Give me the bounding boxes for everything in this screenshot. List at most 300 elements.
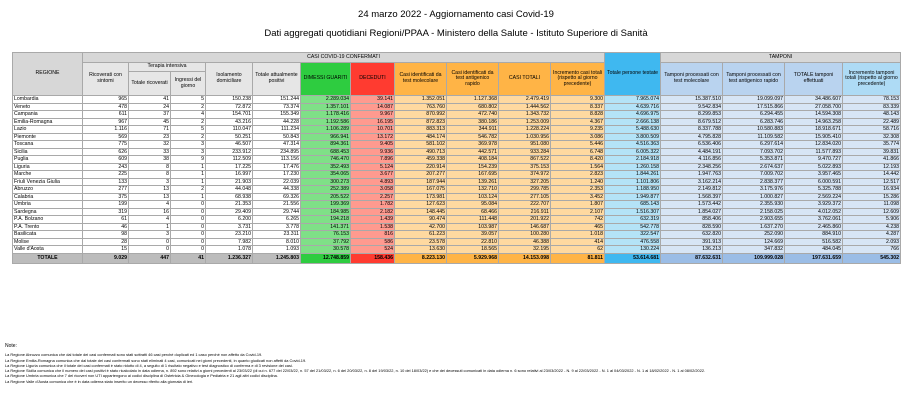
value-cell: 2.838.377 bbox=[723, 178, 785, 186]
region-name-cell: Sardegna bbox=[13, 208, 83, 216]
value-cell: 1.352.051 bbox=[395, 96, 447, 104]
value-cell: 15.387.510 bbox=[661, 96, 723, 104]
value-cell: 545.302 bbox=[843, 253, 901, 263]
value-cell: 1 bbox=[171, 193, 206, 201]
value-cell: 1 bbox=[129, 223, 171, 231]
value-cell: 37 bbox=[129, 111, 171, 119]
table-row bbox=[13, 111, 901, 119]
value-cell: 2.674.637 bbox=[723, 163, 785, 171]
value-cell: 2.182 bbox=[351, 208, 395, 216]
value-cell: 13 bbox=[129, 193, 171, 201]
value-cell: 68.938 bbox=[206, 193, 253, 201]
value-cell: 352.493 bbox=[301, 163, 351, 171]
value-cell: 7.965.074 bbox=[605, 96, 661, 104]
value-cell: 1.260.158 bbox=[605, 163, 661, 171]
value-cell: 6.000.591 bbox=[785, 178, 843, 186]
value-cell: 9.967 bbox=[351, 111, 395, 119]
value-cell: 19.099.097 bbox=[723, 96, 785, 104]
value-cell: 1.357.101 bbox=[301, 103, 351, 111]
value-cell: 216.911 bbox=[499, 208, 551, 216]
table-row bbox=[13, 231, 901, 239]
value-cell: 17.476 bbox=[253, 163, 301, 171]
value-cell: 41 bbox=[171, 253, 206, 263]
value-cell: 524 bbox=[351, 246, 395, 254]
value-cell: 0 bbox=[129, 246, 171, 254]
value-cell: 32 bbox=[129, 141, 171, 149]
header-ti-ingressi: Ingressi del giorno bbox=[171, 72, 206, 96]
value-cell: 1.807 bbox=[551, 201, 605, 209]
header-casi-molecolare: Casi identificati da test molecolare bbox=[395, 63, 447, 96]
value-cell: 3.800.509 bbox=[605, 133, 661, 141]
region-name-cell: Abruzzo bbox=[13, 186, 83, 194]
note-line: La Regione Abruzzo comunica che dal totale dei casi confermati sono stati sottratti 46 casi perché duplicati ed 1 caso perché non affetto da Covid-19. bbox=[5, 352, 263, 358]
value-cell: 7.982 bbox=[206, 238, 253, 246]
value-cell: 12.517 bbox=[843, 178, 901, 186]
region-name-cell: Lazio bbox=[13, 126, 83, 134]
value-cell: 3.162.214 bbox=[661, 178, 723, 186]
value-cell: 50.843 bbox=[253, 133, 301, 141]
region-name-cell: Piemonte bbox=[13, 133, 83, 141]
value-cell: 111.234 bbox=[253, 126, 301, 134]
value-cell: 155.349 bbox=[253, 111, 301, 119]
value-cell: 2 bbox=[171, 186, 206, 194]
value-cell: 1.188.950 bbox=[605, 186, 661, 194]
value-cell: 626 bbox=[83, 148, 129, 156]
value-cell: 1.516.307 bbox=[605, 208, 661, 216]
value-cell: 347.832 bbox=[723, 246, 785, 254]
value-cell: 151.244 bbox=[253, 96, 301, 104]
value-cell: 48.143 bbox=[843, 111, 901, 119]
value-cell: 2.184.918 bbox=[605, 156, 661, 164]
value-cell: 4 bbox=[171, 111, 206, 119]
value-cell: 484.174 bbox=[395, 133, 447, 141]
header-incremento-tamponi: Incremento tamponi totali (rispetto al giorno precedente) bbox=[843, 63, 901, 96]
table-row bbox=[13, 201, 901, 209]
value-cell: 21.903 bbox=[206, 178, 253, 186]
value-cell: 380.186 bbox=[447, 118, 499, 126]
value-cell: 111.448 bbox=[447, 216, 499, 224]
value-cell: 1.538 bbox=[351, 223, 395, 231]
value-cell: 17.225 bbox=[206, 163, 253, 171]
value-cell: 22.489 bbox=[843, 118, 901, 126]
value-cell: 109.999.028 bbox=[723, 253, 785, 263]
value-cell: 112.509 bbox=[206, 156, 253, 164]
value-cell: 6.200 bbox=[206, 216, 253, 224]
region-name-cell: Puglia bbox=[13, 156, 83, 164]
value-cell: 1.343.732 bbox=[499, 111, 551, 119]
value-cell: 1.253.009 bbox=[499, 118, 551, 126]
value-cell: 327.205 bbox=[499, 178, 551, 186]
value-cell: 6.297.614 bbox=[723, 141, 785, 149]
value-cell: 476.558 bbox=[605, 238, 661, 246]
table-row bbox=[13, 171, 901, 179]
region-name-cell: Valle d'Aosta bbox=[13, 246, 83, 254]
value-cell: 199 bbox=[83, 201, 129, 209]
region-name-cell: Marche bbox=[13, 171, 83, 179]
note-line: La Regione Emilia-Romagna comunica che dal totale dei casi confermati sono stati eliminati 4 casi, comunicati nei giorni precedenti, in quanto giudicati non affetti da Covid-19. bbox=[5, 357, 307, 363]
covid-data-table bbox=[12, 52, 901, 264]
table-row bbox=[13, 133, 901, 141]
value-cell: 1 bbox=[171, 163, 206, 171]
value-cell: 83.339 bbox=[843, 103, 901, 111]
value-cell: 90.474 bbox=[395, 216, 447, 224]
value-cell: 775 bbox=[83, 141, 129, 149]
header-dimessi: DIMESSI GUARITI bbox=[301, 63, 351, 96]
value-cell: 199.369 bbox=[301, 201, 351, 209]
value-cell: 18.565 bbox=[447, 246, 499, 254]
value-cell: 4.696.975 bbox=[605, 111, 661, 119]
value-cell: 9.470.727 bbox=[785, 156, 843, 164]
value-cell: 103.124 bbox=[447, 193, 499, 201]
value-cell: 5.906 bbox=[843, 216, 901, 224]
value-cell: 542.778 bbox=[605, 223, 661, 231]
region-name-cell: Liguria bbox=[13, 163, 83, 171]
value-cell: 130.224 bbox=[605, 246, 661, 254]
value-cell: 5.325.788 bbox=[785, 186, 843, 194]
value-cell: 8.420 bbox=[551, 156, 605, 164]
value-cell: 136.213 bbox=[661, 246, 723, 254]
header-persone-testate: Totale persone testate bbox=[605, 53, 661, 96]
value-cell: 58.716 bbox=[843, 126, 901, 134]
value-cell: 42.700 bbox=[395, 223, 447, 231]
region-name-cell: Molise bbox=[13, 238, 83, 246]
value-cell: 3.175.976 bbox=[723, 186, 785, 194]
value-cell: 8.223.130 bbox=[395, 253, 447, 263]
value-cell: 27.058.700 bbox=[785, 103, 843, 111]
value-cell: 9.936 bbox=[351, 148, 395, 156]
value-cell: 490.713 bbox=[395, 148, 447, 156]
value-cell: 459.338 bbox=[395, 156, 447, 164]
value-cell: 15 bbox=[83, 246, 129, 254]
value-cell: 369.978 bbox=[447, 141, 499, 149]
value-cell: 11.098 bbox=[843, 201, 901, 209]
value-cell: 1.178.416 bbox=[301, 111, 351, 119]
value-cell: 965 bbox=[83, 96, 129, 104]
value-cell: 44.228 bbox=[253, 118, 301, 126]
region-name-cell: Sicilia bbox=[13, 148, 83, 156]
value-cell: 234.895 bbox=[253, 148, 301, 156]
value-cell: 322.547 bbox=[605, 231, 661, 239]
value-cell: 14.442 bbox=[843, 171, 901, 179]
value-cell: 1.573.442 bbox=[661, 201, 723, 209]
value-cell: 884.910 bbox=[785, 231, 843, 239]
value-cell: 21.353 bbox=[206, 201, 253, 209]
value-cell: 300.273 bbox=[301, 178, 351, 186]
region-name-cell: Veneto bbox=[13, 103, 83, 111]
value-cell: 72.872 bbox=[206, 103, 253, 111]
header-ti-totale: Totale ricoverati bbox=[129, 72, 171, 96]
value-cell: 2.257 bbox=[351, 193, 395, 201]
table-row bbox=[13, 178, 901, 186]
value-cell: 14.087 bbox=[351, 103, 395, 111]
region-name-cell: Umbria bbox=[13, 201, 83, 209]
value-cell: 8.010 bbox=[253, 238, 301, 246]
value-cell: 11.577.893 bbox=[785, 148, 843, 156]
value-cell: 2 bbox=[171, 133, 206, 141]
value-cell: 9.300 bbox=[551, 96, 605, 104]
value-cell: 2.348.256 bbox=[661, 163, 723, 171]
value-cell: 0 bbox=[171, 238, 206, 246]
value-cell: 3 bbox=[171, 148, 206, 156]
table-row bbox=[13, 156, 901, 164]
value-cell: 685.143 bbox=[605, 201, 661, 209]
region-name-cell: P.A. Trento bbox=[13, 223, 83, 231]
value-cell: 35.774 bbox=[843, 141, 901, 149]
value-cell: 37.792 bbox=[301, 238, 351, 246]
region-name-cell: Friuli Venezia Giulia bbox=[13, 178, 83, 186]
region-name-cell: Toscana bbox=[13, 141, 83, 149]
value-cell: 1.106.289 bbox=[301, 126, 351, 134]
value-cell: 46 bbox=[83, 223, 129, 231]
value-cell: 4.516.363 bbox=[605, 141, 661, 149]
value-cell: 13.172 bbox=[351, 133, 395, 141]
value-cell: 12.609 bbox=[843, 208, 901, 216]
value-cell: 5.929.968 bbox=[447, 253, 499, 263]
value-cell: 14.594.308 bbox=[785, 111, 843, 119]
value-cell: 2.107 bbox=[551, 208, 605, 216]
value-cell: 2.289.034 bbox=[301, 96, 351, 104]
value-cell: 3.452 bbox=[551, 193, 605, 201]
value-cell: 4.484.191 bbox=[661, 148, 723, 156]
value-cell: 2.353 bbox=[551, 186, 605, 194]
region-name-cell: Lombardia bbox=[13, 96, 83, 104]
value-cell: 201.922 bbox=[499, 216, 551, 224]
value-cell: 22.039 bbox=[253, 178, 301, 186]
value-cell: 883.313 bbox=[395, 126, 447, 134]
value-cell: 0 bbox=[171, 223, 206, 231]
header-positivi: Totale attualmente positivi bbox=[253, 63, 301, 96]
table-total-row bbox=[13, 253, 901, 263]
value-cell: 894.361 bbox=[301, 141, 351, 149]
value-cell: 110.047 bbox=[206, 126, 253, 134]
value-cell: 6.005.322 bbox=[605, 148, 661, 156]
value-cell: 46.388 bbox=[499, 238, 551, 246]
value-cell: 23 bbox=[129, 133, 171, 141]
region-name-cell: P.A. Bolzano bbox=[13, 216, 83, 224]
value-cell: 32.195 bbox=[499, 246, 551, 254]
value-cell: 154.701 bbox=[206, 111, 253, 119]
value-cell: 3 bbox=[129, 178, 171, 186]
value-cell: 8.337 bbox=[551, 103, 605, 111]
value-cell: 1.439 bbox=[351, 216, 395, 224]
value-cell: 1.949.877 bbox=[605, 193, 661, 201]
value-cell: 472.740 bbox=[447, 111, 499, 119]
value-cell: 951.080 bbox=[499, 141, 551, 149]
value-cell: 484.045 bbox=[785, 246, 843, 254]
value-cell: 141.371 bbox=[301, 223, 351, 231]
value-cell: 124.669 bbox=[723, 238, 785, 246]
region-name-cell: Campania bbox=[13, 111, 83, 119]
value-cell: 16.997 bbox=[206, 171, 253, 179]
value-cell: 3 bbox=[171, 141, 206, 149]
value-cell: 13.630 bbox=[395, 246, 447, 254]
value-cell: 34.486.607 bbox=[785, 96, 843, 104]
value-cell: 2.355.930 bbox=[723, 201, 785, 209]
value-cell: 391.913 bbox=[661, 238, 723, 246]
value-cell: 414 bbox=[551, 238, 605, 246]
value-cell: 252.389 bbox=[301, 186, 351, 194]
value-cell: 73.374 bbox=[253, 103, 301, 111]
value-cell: 98 bbox=[83, 231, 129, 239]
value-cell: 3.929.372 bbox=[785, 201, 843, 209]
value-cell: 32.308 bbox=[843, 133, 901, 141]
value-cell: 4 bbox=[129, 216, 171, 224]
value-cell: 222.707 bbox=[499, 201, 551, 209]
value-cell: 150.238 bbox=[206, 96, 253, 104]
value-cell: 23.311 bbox=[253, 231, 301, 239]
table-body bbox=[13, 96, 901, 264]
value-cell: 9.029 bbox=[83, 253, 129, 263]
value-cell: 62 bbox=[551, 246, 605, 254]
value-cell: 8 bbox=[129, 171, 171, 179]
value-cell: 8.299.853 bbox=[661, 111, 723, 119]
value-cell: 1.240 bbox=[551, 178, 605, 186]
value-cell: 14.963.258 bbox=[785, 118, 843, 126]
value-cell: 173.981 bbox=[395, 193, 447, 201]
value-cell: 828.590 bbox=[661, 223, 723, 231]
value-cell: 5.124 bbox=[351, 163, 395, 171]
table-row bbox=[13, 163, 901, 171]
value-cell: 39.141 bbox=[351, 96, 395, 104]
value-cell: 5.353.871 bbox=[723, 156, 785, 164]
value-cell: 4 bbox=[129, 201, 171, 209]
value-cell: 1.228.224 bbox=[499, 126, 551, 134]
notes-title: Note: bbox=[5, 343, 17, 349]
value-cell: 4.893 bbox=[351, 178, 395, 186]
value-cell: 4.795.828 bbox=[661, 133, 723, 141]
region-name-cell: TOTALE bbox=[13, 253, 83, 263]
page-title: 24 marzo 2022 - Aggiornamento casi Covid-19 bbox=[358, 9, 554, 20]
value-cell: 22.810 bbox=[447, 238, 499, 246]
header-regione: REGIONE bbox=[13, 53, 83, 96]
value-cell: 344.911 bbox=[447, 126, 499, 134]
value-cell: 39.831 bbox=[843, 148, 901, 156]
value-cell: 6.748 bbox=[551, 148, 605, 156]
value-cell: 609 bbox=[83, 156, 129, 164]
value-cell: 4.367 bbox=[551, 118, 605, 126]
value-cell: 146.687 bbox=[499, 223, 551, 231]
table-row bbox=[13, 223, 901, 231]
value-cell: 1.078 bbox=[206, 246, 253, 254]
value-cell: 24 bbox=[129, 103, 171, 111]
table-row bbox=[13, 208, 901, 216]
value-cell: 12.834.020 bbox=[785, 141, 843, 149]
header-tamp-molecolare: Tamponi processati con test molecolare bbox=[661, 63, 723, 96]
value-cell: 9.405 bbox=[351, 141, 395, 149]
value-cell: 133 bbox=[83, 178, 129, 186]
value-cell: 29.409 bbox=[206, 208, 253, 216]
header-ricoverati: Ricoverati con sintomi bbox=[83, 63, 129, 96]
value-cell: 872.823 bbox=[395, 118, 447, 126]
value-cell: 7.896 bbox=[351, 156, 395, 164]
value-cell: 742 bbox=[551, 216, 605, 224]
value-cell: 375.153 bbox=[499, 163, 551, 171]
value-cell: 816 bbox=[351, 231, 395, 239]
value-cell: 38 bbox=[129, 156, 171, 164]
value-cell: 6.294.455 bbox=[723, 111, 785, 119]
value-cell: 1.236.327 bbox=[206, 253, 253, 263]
notes-section bbox=[5, 344, 905, 384]
value-cell: 1.192.586 bbox=[301, 118, 351, 126]
value-cell: 374.972 bbox=[499, 171, 551, 179]
header-tamp-totale: TOTALE tamponi effettuati bbox=[785, 63, 843, 96]
value-cell: 50.251 bbox=[206, 133, 253, 141]
value-cell: 7.009.702 bbox=[723, 171, 785, 179]
value-cell: 967 bbox=[83, 118, 129, 126]
value-cell: 21.556 bbox=[253, 201, 301, 209]
value-cell: 14.153.098 bbox=[499, 253, 551, 263]
value-cell: 688.453 bbox=[301, 148, 351, 156]
value-cell: 586 bbox=[351, 238, 395, 246]
value-cell: 2 bbox=[171, 118, 206, 126]
value-cell: 12.748.859 bbox=[301, 253, 351, 263]
value-cell: 3.731 bbox=[206, 223, 253, 231]
table-row bbox=[13, 238, 901, 246]
value-cell: 4.116.856 bbox=[661, 156, 723, 164]
value-cell: 0 bbox=[171, 216, 206, 224]
table-row bbox=[13, 186, 901, 194]
value-cell: 2.666.138 bbox=[605, 118, 661, 126]
value-cell: 2.149.812 bbox=[661, 186, 723, 194]
value-cell: 870.992 bbox=[395, 111, 447, 119]
table-row bbox=[13, 216, 901, 224]
value-cell: 158.436 bbox=[351, 253, 395, 263]
value-cell: 478 bbox=[83, 103, 129, 111]
value-cell: 354.065 bbox=[301, 171, 351, 179]
value-cell: 0 bbox=[171, 231, 206, 239]
value-cell: 220.914 bbox=[395, 163, 447, 171]
value-cell: 13 bbox=[129, 186, 171, 194]
table-row bbox=[13, 148, 901, 156]
value-cell: 3.957.465 bbox=[785, 171, 843, 179]
value-cell: 23.578 bbox=[395, 238, 447, 246]
value-cell: 867.522 bbox=[499, 156, 551, 164]
value-cell: 69.326 bbox=[253, 193, 301, 201]
value-cell: 933.284 bbox=[499, 148, 551, 156]
table-row bbox=[13, 246, 901, 254]
value-cell: 763.760 bbox=[395, 103, 447, 111]
value-cell: 95.084 bbox=[447, 201, 499, 209]
value-cell: 408.184 bbox=[447, 156, 499, 164]
value-cell: 746.470 bbox=[301, 156, 351, 164]
value-cell: 5 bbox=[171, 126, 206, 134]
value-cell: 207.277 bbox=[395, 171, 447, 179]
value-cell: 29.744 bbox=[253, 208, 301, 216]
note-line: La Regione Valle d'Aosta comunica che è in data odierna stato inserito un decesso riferito alla giornata di ieri. bbox=[5, 378, 194, 384]
value-cell: 0 bbox=[171, 208, 206, 216]
value-cell: 1.018 bbox=[551, 231, 605, 239]
value-cell: 81.811 bbox=[551, 253, 605, 263]
value-cell: 1.093 bbox=[253, 246, 301, 254]
value-cell: 44.338 bbox=[253, 186, 301, 194]
value-cell: 61 bbox=[83, 216, 129, 224]
value-cell: 277.105 bbox=[499, 193, 551, 201]
value-cell: 194.218 bbox=[301, 216, 351, 224]
value-cell: 6.265 bbox=[253, 216, 301, 224]
header-incremento-casi: Incremento casi totali (rispetto al giorno precedente) bbox=[551, 63, 605, 96]
value-cell: 8.828 bbox=[551, 111, 605, 119]
value-cell: 46.507 bbox=[206, 141, 253, 149]
value-cell: 8.337.788 bbox=[661, 126, 723, 134]
value-cell: 766 bbox=[843, 246, 901, 254]
value-cell: 8.679.512 bbox=[661, 118, 723, 126]
value-cell: 23.210 bbox=[206, 231, 253, 239]
value-cell: 2 bbox=[171, 103, 206, 111]
value-cell: 1.030.956 bbox=[499, 133, 551, 141]
value-cell: 233.912 bbox=[206, 148, 253, 156]
value-cell: 442.571 bbox=[447, 148, 499, 156]
value-cell: 3.058 bbox=[351, 186, 395, 194]
